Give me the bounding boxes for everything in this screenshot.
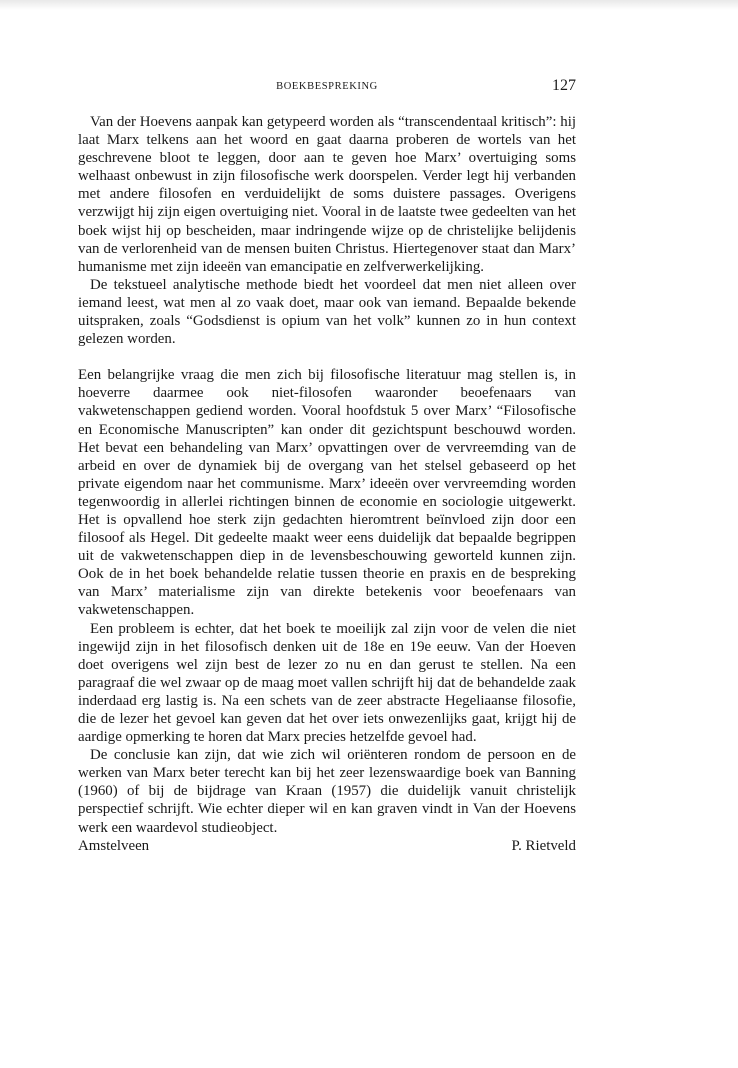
running-title: BOEKBESPREKING [276,81,378,92]
signature-author: P. Rietveld [511,837,576,854]
paragraph-problem: Een probleem is echter, dat het boek te moeilijk zal zijn voor de velen die niet ingewijd zijn in het filosofisch denken uit de 18e en 19e eeuw. Van der Hoeven doet overigens wel zijn best de lezer zo nu en dan gerust te stellen. Na een paragraaf die wel zwaar op de maag moet vallen schrijft hij dat de behandelde zaak inderdaad erg lastig is. Na een schets van de zeer abstracte Hegeliaanse filosofie, die de lezer het gevoel kan geven dat het over iets onwezenlijks gaat, krijgt hij de aardige opmerking te horen dat Marx precies hetzelfde gevoel had. [78,620,576,746]
signature-place: Amstelveen [78,837,150,854]
scan-top-edge [0,0,738,10]
signature [78,837,576,855]
paragraph-approach: Van der Hoevens aanpak kan getypeerd worden als “transcendentaal kritisch”: hij laat Marx telkens aan het woord en gaat daarna proberen de wortels van het geschrevene bloot te leggen, door aan te geven hoe Marx’ overtuiging soms welhaast onbewust in zijn filosofische werk doorspelen. Verder legt hij verbanden met andere filosofen en verduidelijkt de soms duistere passages. Overigens verzwijgt hij zijn eigen overtuiging niet. Vooral in de laatste twee gedeelten van het boek wijst hij op bescheiden, maar indringende wijze op de christelijke belijdenis van de verlorenheid van de mensen buiten Christus. Hiertegenover staat dan Marx’ humanisme met zijn ideeën van emancipatie en zelfverwerkelijking. [78,114,576,275]
page [78,75,576,855]
page-number: 127 [552,77,576,94]
paragraph-method: De tekstueel analytische methode biedt het voordeel dat men niet alleen over iemand leest, wat men al zo vaak doet, maar ook van iemand. Bepaalde bekende uitspraken, zoals “Godsdienst is opium van het volk” kunnen zo in hun context gelezen worden. [78,276,576,348]
paragraph-relevance: Een belangrijke vraag die men zich bij filosofische literatuur mag stellen is, in hoeverre daarmee ook niet-filosofen waaronder beoefenaars van vakwetenschappen gediend worden. Vooral hoofdstuk 5 over Marx’ “Filosofische en Economische Manuscripten” kan onder dit gezichtspunt beschouwd worden. Het bevat een behandeling van Marx’ opvattingen over de vervreemding van de arbeid en over de dynamiek bij de overgang van het stelsel gebaseerd op het private eigendom naar het communisme. Marx’ ideeën over vervreemding worden tegenwoordig in allerlei richtingen binnen de economie en sociologie uitgewerkt. Het is opvallend hoe sterk zijn gedachten hieromtrent beïnvloed zijn door een filosoof als Hegel. Dit gedeelte maakt weer eens duidelijk dat bepaalde begrippen uit de vakwetenschappen diep in de levensbeschouwing geworteld kunnen zijn. Ook de in het boek behandelde relatie tussen theorie en praxis en de bespreking van Marx’ materialisme zijn van direkte betekenis voor beoefenaars van vakwetenschappen. [78,367,576,619]
article-body [78,113,576,837]
paragraph-conclusion: De conclusie kan zijn, dat wie zich wil oriënteren rondom de persoon en de werken van Marx beter terecht kan bij het zeer lezenswaardige boek van Banning (1960) of bij de bijdrage van Kraan (1957) die duidelijk vanuit christelijk perspectief schrijft. Wie echter dieper wil en kan graven vindt in Van der Hoevens werk een waardevol studieobject. [78,747,576,836]
running-head [78,75,576,99]
